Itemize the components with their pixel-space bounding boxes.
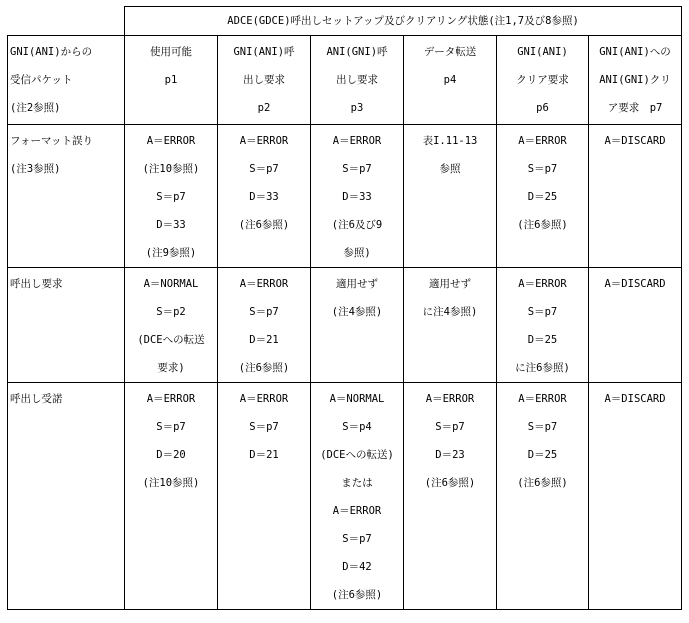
cell-line: D＝42 [342, 561, 372, 573]
table-cell [497, 383, 589, 610]
cell-line: D＝23 [435, 449, 465, 461]
column-header-line: データ転送 [423, 46, 477, 58]
column-header-line: 出し要求 [336, 74, 378, 86]
cell-line: (注6参照) [517, 219, 568, 231]
row-header-cell [8, 36, 125, 125]
state-table [7, 6, 682, 610]
cell-line: (注6参照) [331, 589, 383, 601]
cell-line: 要求) [157, 362, 185, 374]
column-header-line: p4 [443, 74, 457, 86]
cell-line: S＝p7 [527, 163, 558, 175]
cell-line: に注6参照) [515, 362, 570, 374]
column-header-p2 [218, 36, 311, 125]
cell-line: (注10参照) [142, 163, 200, 175]
row-header-line: GNI(ANI)からの [10, 46, 93, 58]
cell-line: A＝ERROR [146, 135, 196, 147]
cell-line: S＝p7 [156, 191, 186, 203]
column-header-line: GNI(ANI) [517, 46, 568, 58]
cell-line: A＝ERROR [239, 135, 289, 147]
column-header-p6 [497, 36, 589, 125]
column-header-line: p1 [164, 74, 178, 86]
table-row [8, 268, 682, 383]
cell-line: S＝p7 [435, 421, 465, 433]
row-header-line: (注2参照) [10, 102, 61, 114]
group-header-row [8, 7, 682, 36]
table-cell [589, 268, 682, 383]
cell-line: S＝p7 [249, 306, 279, 318]
cell-line: S＝p7 [527, 421, 558, 433]
cell-line: (注6参照) [238, 362, 290, 374]
cell-line: (注6参照) [238, 219, 290, 231]
cell-line: D＝25 [527, 334, 558, 346]
cell-line: D＝25 [527, 191, 558, 203]
row-label-format-error [8, 125, 125, 268]
cell-line: A＝ERROR [239, 393, 289, 405]
column-header-line: ANI(GNI)クリ [599, 74, 671, 86]
column-header-row [8, 36, 682, 125]
column-header-p1 [125, 36, 218, 125]
cell-line: または [341, 477, 373, 489]
cell-line: 適用せず [336, 278, 378, 290]
column-header-line: ANI(GNI)呼 [326, 46, 388, 58]
cell-line: D＝33 [249, 191, 279, 203]
column-header-line: 出し要求 [243, 74, 285, 86]
cell-line: A＝ERROR [332, 135, 382, 147]
column-header-line: GNI(ANI)呼 [233, 46, 295, 58]
cell-line: 適用せず [429, 278, 471, 290]
cell-line: D＝21 [249, 449, 279, 461]
column-header-line: p3 [350, 102, 364, 114]
column-header-line: p6 [536, 102, 549, 114]
cell-line: A＝DISCARD [604, 278, 666, 290]
cell-line: A＝ERROR [332, 505, 382, 517]
cell-line: S＝p7 [249, 421, 279, 433]
column-header-p7 [589, 36, 682, 125]
table-cell [218, 268, 311, 383]
cell-line: A＝ERROR [518, 278, 567, 290]
column-header-line: ア要求 p7 [607, 102, 663, 114]
cell-line: A＝ERROR [518, 135, 567, 147]
corner-cell [8, 7, 125, 36]
cell-line: A＝NORMAL [329, 393, 385, 405]
column-header-line: p2 [257, 102, 271, 114]
table-cell [311, 383, 404, 610]
column-header-line: GNI(ANI)への [599, 46, 671, 58]
table-row [8, 125, 682, 268]
table-cell [218, 125, 311, 268]
cell-line: 参照) [343, 247, 371, 259]
row-label-line: 呼出し受諾 [10, 393, 63, 405]
group-title: ADCE(GDCE)呼出しセットアップ及びクリアリング状態(注1,7及び8参照) [125, 7, 682, 36]
cell-line: S＝p7 [342, 163, 372, 175]
cell-line: S＝p2 [156, 306, 186, 318]
column-header-line: 使用可能 [150, 46, 192, 58]
cell-line: A＝NORMAL [143, 278, 199, 290]
row-label-call-request [8, 268, 125, 383]
cell-line: S＝p4 [342, 421, 372, 433]
row-label-line: 呼出し要求 [10, 278, 63, 290]
cell-line: (注6及び9 [331, 219, 383, 231]
cell-line: (DCEへの転送) [320, 449, 394, 461]
cell-line: (DCEへの転送 [137, 334, 205, 346]
table-cell [125, 383, 218, 610]
cell-line: D＝33 [342, 191, 372, 203]
table-cell [311, 268, 404, 383]
cell-line: (注6参照) [517, 477, 568, 489]
column-header-p3 [311, 36, 404, 125]
cell-line: D＝21 [249, 334, 279, 346]
table-cell [311, 125, 404, 268]
column-header-p4 [404, 36, 497, 125]
cell-line: S＝p7 [156, 421, 186, 433]
cell-line: に注4参照) [422, 306, 478, 318]
cell-line: A＝ERROR [518, 393, 567, 405]
cell-line: A＝DISCARD [604, 393, 666, 405]
table-cell [404, 383, 497, 610]
table-cell [404, 125, 497, 268]
table-cell [125, 268, 218, 383]
table-cell [589, 125, 682, 268]
cell-line: A＝ERROR [146, 393, 196, 405]
cell-line: 表I.11-13 [422, 135, 478, 147]
cell-line: S＝p7 [342, 533, 372, 545]
cell-line: (注6参照) [424, 477, 476, 489]
table-cell [497, 268, 589, 383]
table-cell [404, 268, 497, 383]
cell-line: (注9参照) [145, 247, 197, 259]
table-cell [497, 125, 589, 268]
table-cell [589, 383, 682, 610]
cell-line: (注4参照) [331, 306, 383, 318]
row-label-line: フォーマット誤り [10, 135, 94, 147]
cell-line: D＝20 [156, 449, 186, 461]
row-header-line: 受信パケット [10, 74, 73, 86]
table-row [8, 383, 682, 610]
column-header-line: クリア要求 [516, 74, 569, 86]
table-cell [218, 383, 311, 610]
cell-line: D＝33 [156, 219, 186, 231]
cell-line: A＝DISCARD [604, 135, 666, 147]
row-label-call-accepted [8, 383, 125, 610]
cell-line: A＝ERROR [425, 393, 475, 405]
cell-line: 参照 [439, 163, 461, 175]
row-label-line: (注3参照) [10, 163, 61, 175]
cell-line: S＝p7 [527, 306, 558, 318]
cell-line: D＝25 [527, 449, 558, 461]
cell-line: S＝p7 [249, 163, 279, 175]
cell-line: A＝ERROR [239, 278, 289, 290]
cell-line: (注10参照) [142, 477, 200, 489]
table-cell [125, 125, 218, 268]
